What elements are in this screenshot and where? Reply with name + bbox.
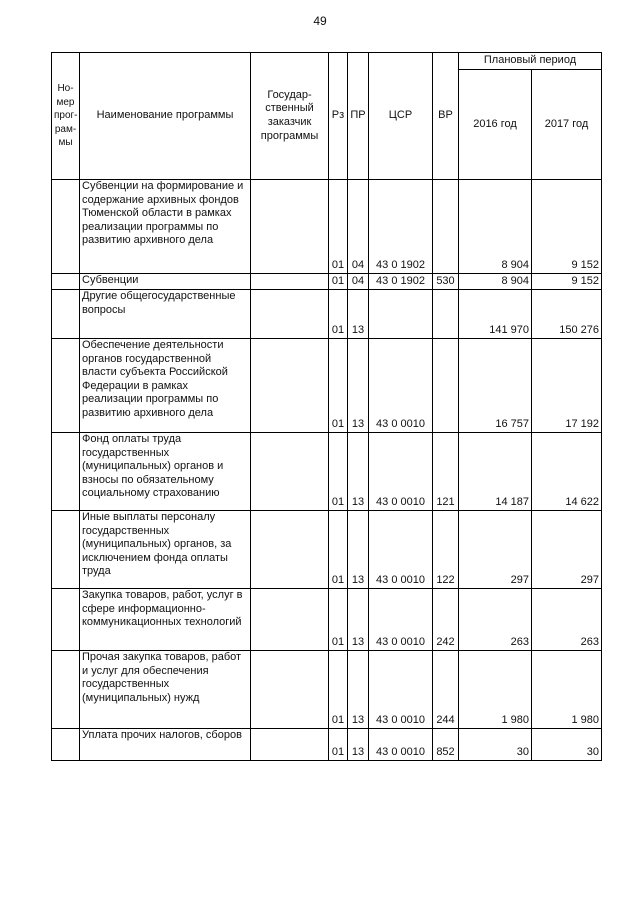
cell-customer xyxy=(251,339,329,433)
cell-rz: 01 xyxy=(329,180,348,274)
cell-name: Обеспечение деятельности органов государственной власти субъекта Российской Федерации в рамках реализации программы по развитию архивного дела xyxy=(80,339,251,433)
cell-2017: 9 152 xyxy=(532,180,602,274)
cell-name: Иные выплаты персоналу государственных (муниципальных) органов, за исключением фонда оплаты труда xyxy=(80,511,251,589)
header-customer: Государ-ственный заказчик программы xyxy=(251,53,329,180)
cell-number xyxy=(52,180,80,274)
cell-vr xyxy=(433,290,459,339)
cell-rz: 01 xyxy=(329,339,348,433)
header-planned-period: Плановый период xyxy=(459,53,602,70)
cell-vr: 122 xyxy=(433,511,459,589)
cell-2016: 8 904 xyxy=(459,180,532,274)
cell-customer xyxy=(251,511,329,589)
header-vr: ВР xyxy=(433,53,459,180)
header-number: Но-мер прог-рам-мы xyxy=(52,53,80,180)
cell-csr: 43 0 0010 xyxy=(369,511,433,589)
cell-name: Субвенции на формирование и содержание архивных фондов Тюменской области в рамках реализации программы по развитию архивного дела xyxy=(80,180,251,274)
cell-pr: 13 xyxy=(348,339,369,433)
cell-customer xyxy=(251,589,329,651)
cell-pr: 04 xyxy=(348,180,369,274)
cell-vr: 852 xyxy=(433,729,459,761)
cell-csr: 43 0 1902 xyxy=(369,180,433,274)
cell-pr: 13 xyxy=(348,589,369,651)
cell-2017: 1 980 xyxy=(532,651,602,729)
cell-pr: 13 xyxy=(348,433,369,511)
cell-csr: 43 0 0010 xyxy=(369,339,433,433)
cell-number xyxy=(52,511,80,589)
cell-2017: 297 xyxy=(532,511,602,589)
cell-pr: 04 xyxy=(348,274,369,290)
budget-table xyxy=(51,52,602,761)
cell-csr: 43 0 0010 xyxy=(369,651,433,729)
cell-2016: 141 970 xyxy=(459,290,532,339)
cell-csr: 43 0 0010 xyxy=(369,589,433,651)
cell-2016: 16 757 xyxy=(459,339,532,433)
cell-name: Фонд оплаты труда государственных (муниципальных) органов и взносы по обязательному социальному страхованию xyxy=(80,433,251,511)
cell-csr: 43 0 0010 xyxy=(369,433,433,511)
cell-2017: 17 192 xyxy=(532,339,602,433)
cell-2017: 30 xyxy=(532,729,602,761)
cell-pr: 13 xyxy=(348,511,369,589)
cell-number xyxy=(52,589,80,651)
header-name: Наименование программы xyxy=(80,53,251,180)
table-row xyxy=(52,729,602,761)
cell-name: Прочая закупка товаров, работ и услуг для обеспечения государственных (муниципальных) нужд xyxy=(80,651,251,729)
table-row xyxy=(52,180,602,274)
cell-csr: 43 0 0010 xyxy=(369,729,433,761)
cell-customer xyxy=(251,180,329,274)
table-row xyxy=(52,290,602,339)
cell-csr: 43 0 1902 xyxy=(369,274,433,290)
cell-rz: 01 xyxy=(329,729,348,761)
cell-2016: 14 187 xyxy=(459,433,532,511)
cell-2016: 263 xyxy=(459,589,532,651)
cell-2017: 14 622 xyxy=(532,433,602,511)
cell-customer xyxy=(251,651,329,729)
cell-2017: 150 276 xyxy=(532,290,602,339)
cell-2016: 30 xyxy=(459,729,532,761)
cell-customer xyxy=(251,729,329,761)
table-row xyxy=(52,589,602,651)
cell-rz: 01 xyxy=(329,651,348,729)
cell-rz: 01 xyxy=(329,589,348,651)
cell-number xyxy=(52,651,80,729)
cell-customer xyxy=(251,433,329,511)
cell-name: Субвенции xyxy=(80,274,251,290)
cell-number xyxy=(52,274,80,290)
cell-rz: 01 xyxy=(329,290,348,339)
cell-2016: 8 904 xyxy=(459,274,532,290)
cell-2017: 263 xyxy=(532,589,602,651)
table-row xyxy=(52,433,602,511)
table-row xyxy=(52,274,602,290)
header-csr: ЦСР xyxy=(369,53,433,180)
cell-2017: 9 152 xyxy=(532,274,602,290)
table-row xyxy=(52,511,602,589)
cell-rz: 01 xyxy=(329,433,348,511)
cell-number xyxy=(52,433,80,511)
cell-vr: 242 xyxy=(433,589,459,651)
cell-number xyxy=(52,339,80,433)
page-number: 49 xyxy=(313,14,327,28)
header-year-2016: 2016 год xyxy=(459,70,532,180)
cell-name: Закупка товаров, работ, услуг в сфере информационно-коммуникационных технологий xyxy=(80,589,251,651)
cell-customer xyxy=(251,290,329,339)
cell-name: Уплата прочих налогов, сборов xyxy=(80,729,251,761)
cell-vr xyxy=(433,339,459,433)
table-row xyxy=(52,651,602,729)
cell-pr: 13 xyxy=(348,729,369,761)
cell-2016: 1 980 xyxy=(459,651,532,729)
cell-vr: 530 xyxy=(433,274,459,290)
cell-number xyxy=(52,729,80,761)
table-body xyxy=(52,180,602,761)
cell-name: Другие общегосударственные вопросы xyxy=(80,290,251,339)
cell-number xyxy=(52,290,80,339)
cell-2016: 297 xyxy=(459,511,532,589)
cell-vr: 244 xyxy=(433,651,459,729)
cell-pr: 13 xyxy=(348,290,369,339)
header-pr: ПР xyxy=(348,53,369,180)
table-row xyxy=(52,339,602,433)
cell-vr: 121 xyxy=(433,433,459,511)
cell-vr xyxy=(433,180,459,274)
cell-rz: 01 xyxy=(329,274,348,290)
cell-pr: 13 xyxy=(348,651,369,729)
header-rz: Рз xyxy=(329,53,348,180)
cell-rz: 01 xyxy=(329,511,348,589)
header-year-2017: 2017 год xyxy=(532,70,602,180)
cell-customer xyxy=(251,274,329,290)
cell-csr xyxy=(369,290,433,339)
